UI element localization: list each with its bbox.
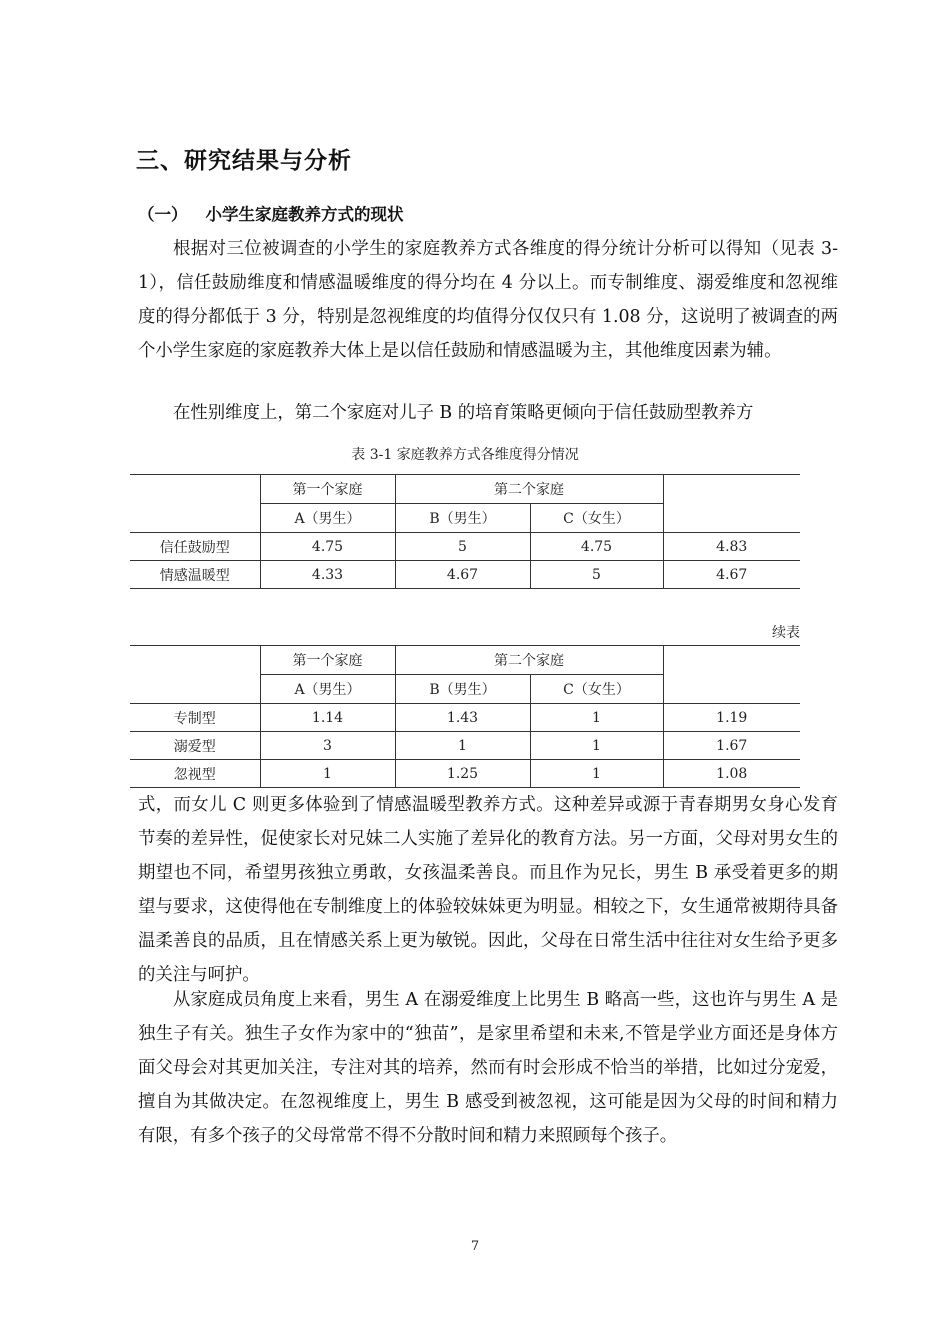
header-empty-cell (663, 475, 800, 533)
cell-mean: 1.67 (663, 732, 800, 760)
cell-mean: 4.67 (663, 561, 800, 589)
score-table-part2 (130, 645, 800, 788)
header-col-a: A（男生） (260, 504, 395, 533)
cell-c: 5 (530, 561, 663, 589)
cell-b: 5 (395, 533, 530, 561)
section-title: 三、研究结果与分析 (136, 148, 352, 174)
cell-c: 1 (530, 704, 663, 732)
cell-mean: 4.83 (663, 533, 800, 561)
row-label: 溺爱型 (130, 732, 260, 760)
table-header-row-families (130, 646, 800, 675)
cell-c: 4.75 (530, 533, 663, 561)
header-family1: 第一个家庭 (260, 475, 395, 504)
continued-label: 续表 (772, 625, 800, 641)
cell-a: 4.33 (260, 561, 395, 589)
cell-c: 1 (530, 760, 663, 788)
table-header-row-families (130, 475, 800, 504)
header-family2: 第二个家庭 (395, 475, 663, 504)
cell-b: 1 (395, 732, 530, 760)
header-empty-cell (663, 646, 800, 704)
row-label: 专制型 (130, 704, 260, 732)
table-row (130, 533, 800, 561)
header-empty-cell (130, 475, 260, 533)
cell-b: 4.67 (395, 561, 530, 589)
cell-mean: 1.19 (663, 704, 800, 732)
row-label: 情感温暖型 (130, 561, 260, 589)
subsection-title-text: 小学生家庭教养方式的现状 (205, 205, 404, 224)
cell-a: 1 (260, 760, 395, 788)
table-row (130, 704, 800, 732)
cell-a: 4.75 (260, 533, 395, 561)
paragraph-3: 从家庭成员角度上来看，男生 A 在溺爱维度上比男生 B 略高一些，这也许与男生 A 是独生子有关。独生子女作为家中的“独苗”，是家里希望和未来,不管是学业方面还是身体方面父母会对其更加关注，专注对其的培养，然而有时会形成不恰当的举措，比如过分宠爱，擅自为其做决定。在忽视维度上，男生 B 感受到被忽视，这可能是因为父母的时间和精力有限，有多个孩子的父母常常不得不分散时间和精力来照顾每个孩子。 (138, 990, 838, 1146)
subsection-title (138, 201, 404, 225)
cell-b: 1.25 (395, 760, 530, 788)
subsection-number: （一） (138, 205, 188, 224)
table-row (130, 561, 800, 589)
header-family1: 第一个家庭 (260, 646, 395, 675)
paragraph-2-end: 式，而女儿 C 则更多体验到了情感温暖型教养方式。这种差异或源于青春期男女身心发育节奏的差异性，促使家长对兄妹二人实施了差异化的教育方法。另一方面，父母对男女生的期望也不同，希望男孩独立勇敢，女孩温柔善良。而且作为兄长，男生 B 承受着更多的期望与要求，这使得他在专制维度上的体验较妹妹更为明显。相较之下，女生通常被期待具备温柔善良的品质，且在情感关系上更为敏锐。因此，父母在日常生活中往往对女生给予更多的关注与呵护。 (138, 795, 838, 985)
paragraph-1: 根据对三位被调查的小学生的家庭教养方式各维度的得分统计分析可以得知（见表 3-1），信任鼓励维度和情感温暖维度的得分均在 4 分以上。而专制维度、溺爱维度和忽视维度的得分都低于 3 分，特别是忽视维度的均值得分仅仅只有 1.08 分，这说明了被调查的两个小学生家庭的家庭教养大体上是以信任鼓励和情感温暖为主，其他维度因素为辅。 (138, 239, 838, 361)
paragraph-2-start: 在性别维度上，第二个家庭对儿子 B 的培育策略更倾向于信任鼓励型教养方 (173, 403, 754, 423)
cell-mean: 1.08 (663, 760, 800, 788)
row-label: 信任鼓励型 (130, 533, 260, 561)
table-row (130, 760, 800, 788)
row-label: 忽视型 (130, 760, 260, 788)
cell-b: 1.43 (395, 704, 530, 732)
cell-c: 1 (530, 732, 663, 760)
cell-a: 1.14 (260, 704, 395, 732)
cell-a: 3 (260, 732, 395, 760)
header-family2: 第二个家庭 (395, 646, 663, 675)
header-col-b: B（男生） (395, 675, 530, 704)
score-table-part1 (130, 474, 800, 589)
table-row (130, 732, 800, 760)
header-col-c: C（女生） (530, 675, 663, 704)
table-caption: 表 3-1 家庭教养方式各维度得分情况 (351, 447, 579, 463)
header-col-a: A（男生） (260, 675, 395, 704)
header-col-b: B（男生） (395, 504, 530, 533)
header-empty-cell (130, 646, 260, 704)
page-number: 7 (470, 1239, 480, 1254)
header-col-c: C（女生） (530, 504, 663, 533)
